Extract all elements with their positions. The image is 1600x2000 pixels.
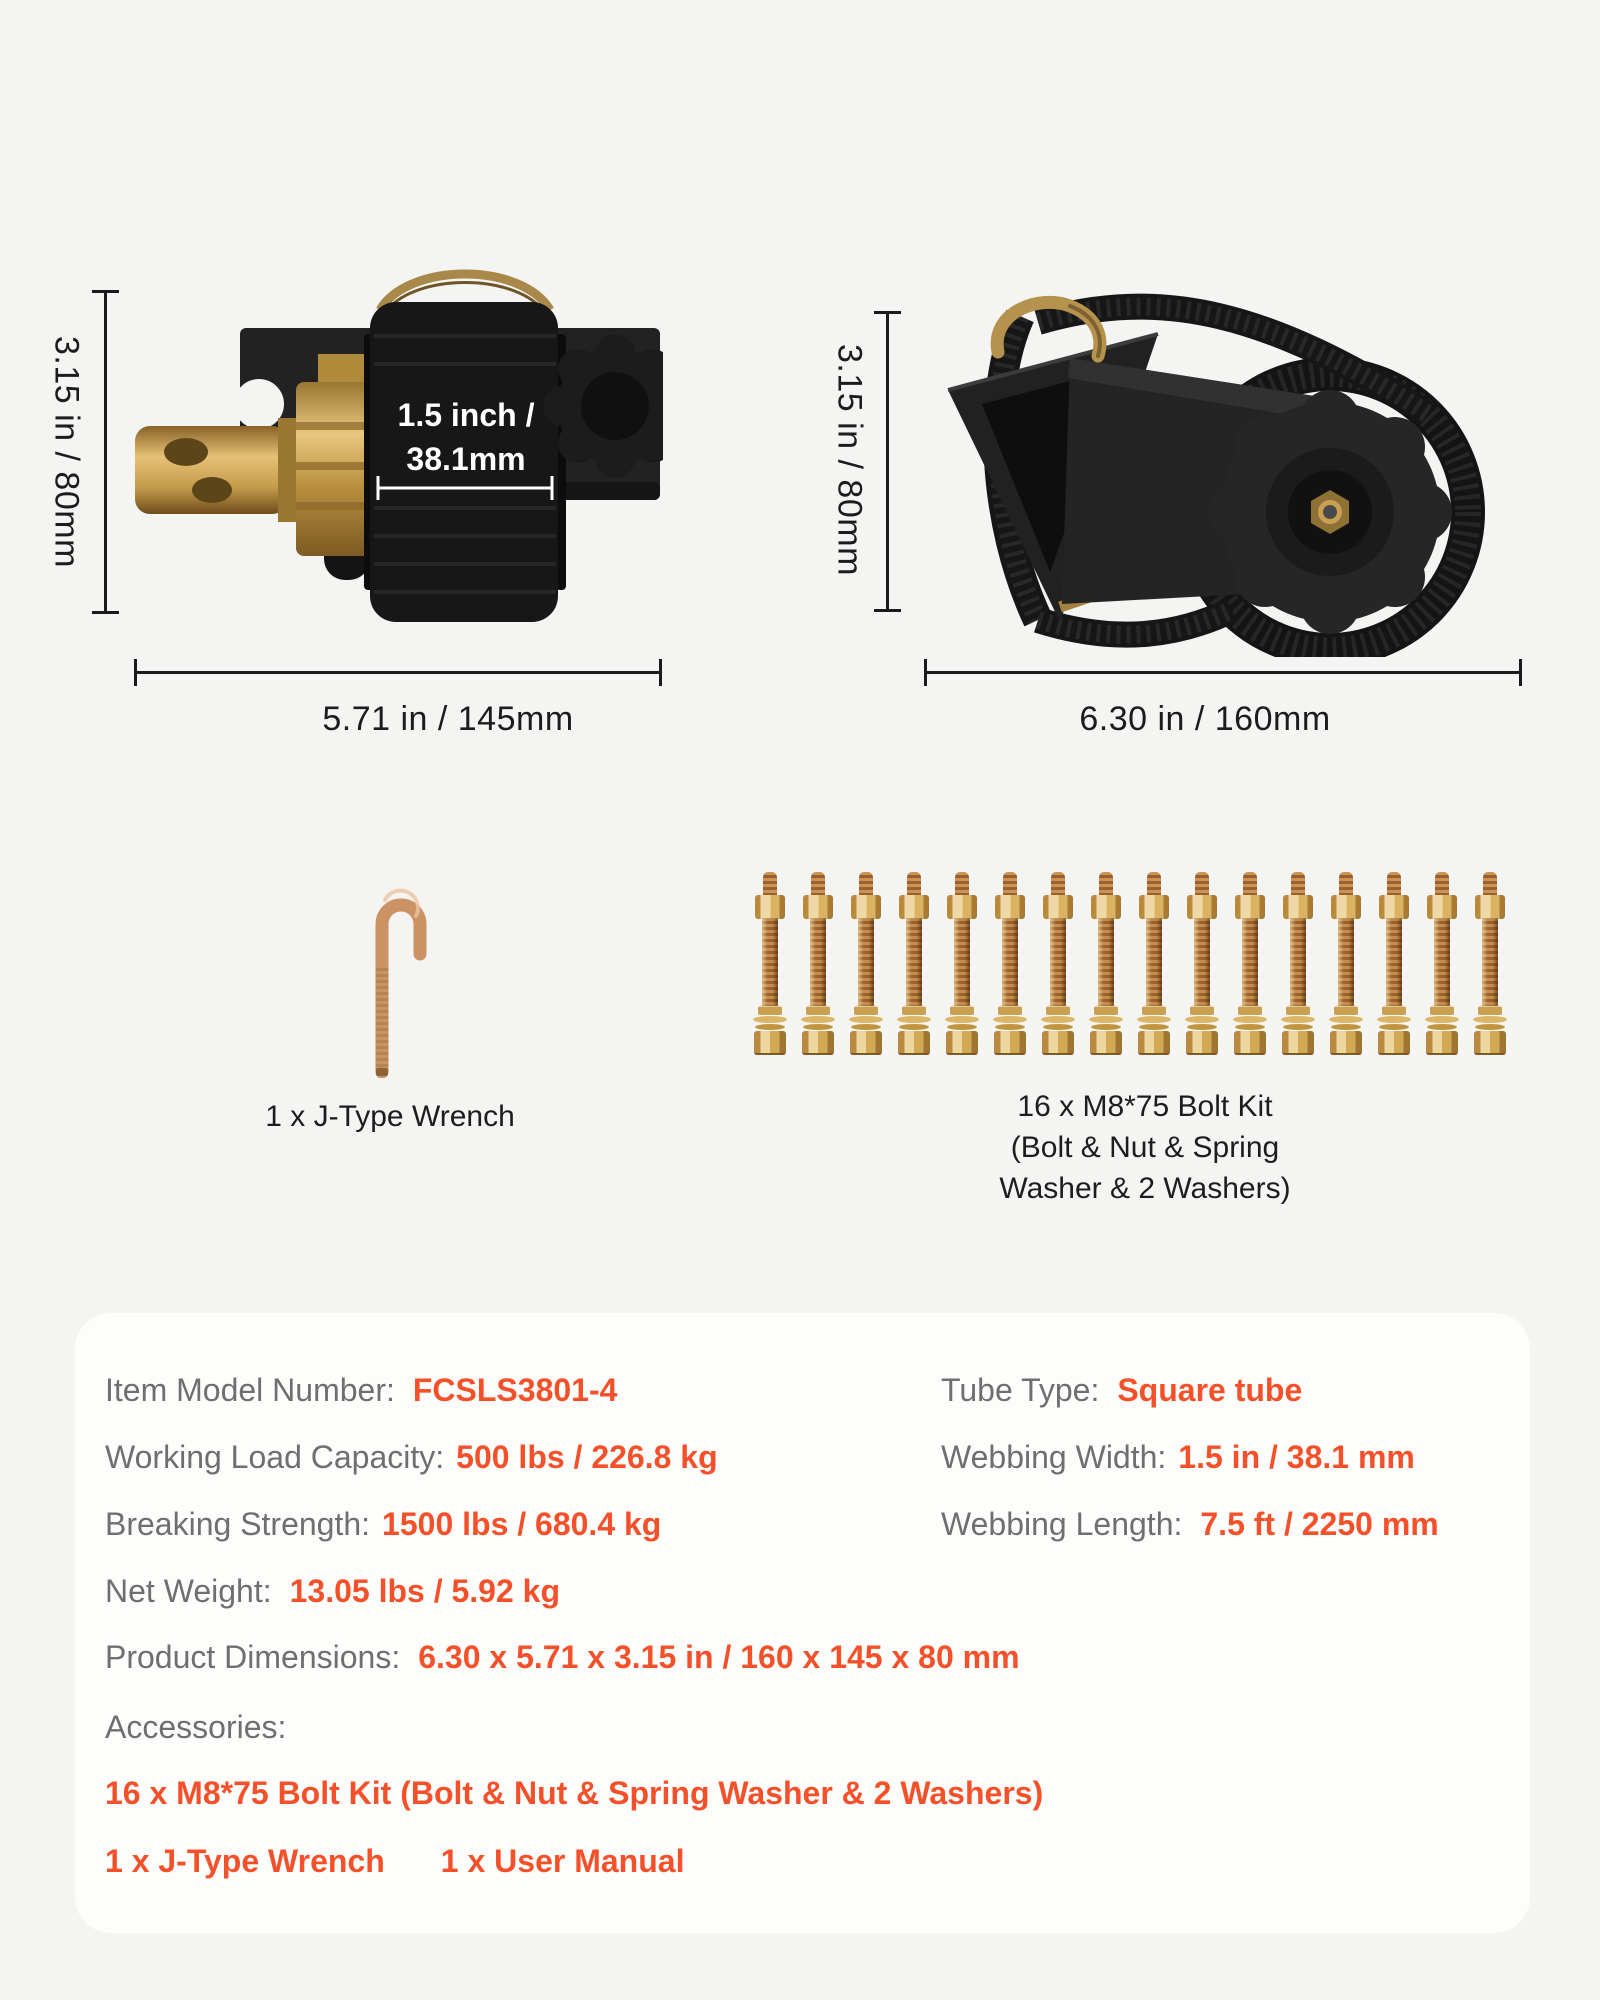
webbing-width-label-line2: 38.1mm [406,441,526,477]
spec-value: 1.5 in / 38.1 mm [1178,1439,1415,1475]
spec-value: 13.05 lbs / 5.92 kg [289,1573,560,1609]
spec-value: 7.5 ft / 2250 mm [1200,1506,1439,1542]
front-width-dimension-line [134,671,662,674]
front-height-dimension-label: 3.15 in / 80mm [47,336,86,568]
bolt-item [800,872,836,1054]
spec-row-model [105,1370,617,1410]
bolt-kit-image [752,872,1508,1056]
j-type-wrench-image [352,870,430,1078]
spec-label: Webbing Length: [941,1506,1183,1542]
bolt-kit-caption-line2: (Bolt & Nut & Spring [1010,1131,1280,1164]
front-width-dimension-label: 5.71 in / 145mm [322,700,574,738]
spec-row-working-load [105,1437,718,1477]
spec-row-breaking-strength [105,1504,661,1544]
bolt-item [944,872,980,1054]
side-height-dimension-line [886,311,889,612]
front-height-dimension-line [104,290,107,614]
spec-label: Net Weight: [105,1573,272,1609]
bolt-item [1088,872,1124,1054]
side-width-dimension-line [924,671,1522,674]
spec-accessory-bolt-kit: 16 x M8*75 Bolt Kit (Bolt & Nut & Spring Washer & 2 Washers) [105,1775,1044,1811]
winch-front-view-image [128,246,663,651]
bolt-item [1328,872,1364,1054]
spec-value: Square tube [1117,1372,1303,1408]
bolt-item [1232,872,1268,1054]
spec-accessory-manual: 1 x User Manual [440,1843,685,1879]
spec-label: Tube Type: [941,1372,1100,1408]
webbing-width-label-line1: 1.5 inch / [397,397,535,433]
spec-label: Working Load Capacity: [105,1439,445,1475]
side-width-dimension-label: 6.30 in / 160mm [1079,700,1331,738]
spec-row-tube-type [941,1370,1302,1410]
spec-accessory-others [105,1841,684,1881]
spec-row-dimensions [105,1637,1020,1677]
spec-label: Breaking Strength: [105,1506,371,1542]
bolt-item [1424,872,1460,1054]
spec-value: 6.30 x 5.71 x 3.15 in / 160 x 145 x 80 mm [418,1639,1020,1675]
spec-panel [75,1313,1530,1933]
bolt-item [1280,872,1316,1054]
spec-label: Accessories: [105,1709,287,1745]
bolt-item [752,872,788,1054]
bolt-item [896,872,932,1054]
bolt-item [992,872,1028,1054]
wrench-caption: 1 x J-Type Wrench [265,1100,515,1133]
bolt-item [1472,872,1508,1054]
spec-value: 1500 lbs / 680.4 kg [382,1506,662,1542]
spec-label: Webbing Width: [941,1439,1167,1475]
spec-accessory-wrench: 1 x J-Type Wrench [105,1843,385,1879]
spec-value: 500 lbs / 226.8 kg [456,1439,718,1475]
spec-value: FCSLS3801-4 [412,1372,618,1408]
spec-row-net-weight [105,1571,560,1611]
spec-label: Product Dimensions: [105,1639,401,1675]
bolt-item [1184,872,1220,1054]
bolt-item [1376,872,1412,1054]
side-height-dimension-label: 3.15 in / 80mm [830,344,869,576]
spec-label: Item Model Number: [105,1372,395,1408]
spec-row-webbing-length [941,1504,1439,1544]
spec-row-webbing-width [941,1437,1415,1477]
bolt-kit-caption-line3: Washer & 2 Washers) [999,1172,1291,1205]
bolt-item [1136,872,1172,1054]
spec-row-accessories [105,1707,286,1747]
bolt-kit-caption [895,1086,1395,1209]
winch-side-view-image [920,272,1532,657]
bolt-item [1040,872,1076,1054]
bolt-kit-caption-line1: 16 x M8*75 Bolt Kit [1017,1090,1273,1123]
bolt-item [848,872,884,1054]
